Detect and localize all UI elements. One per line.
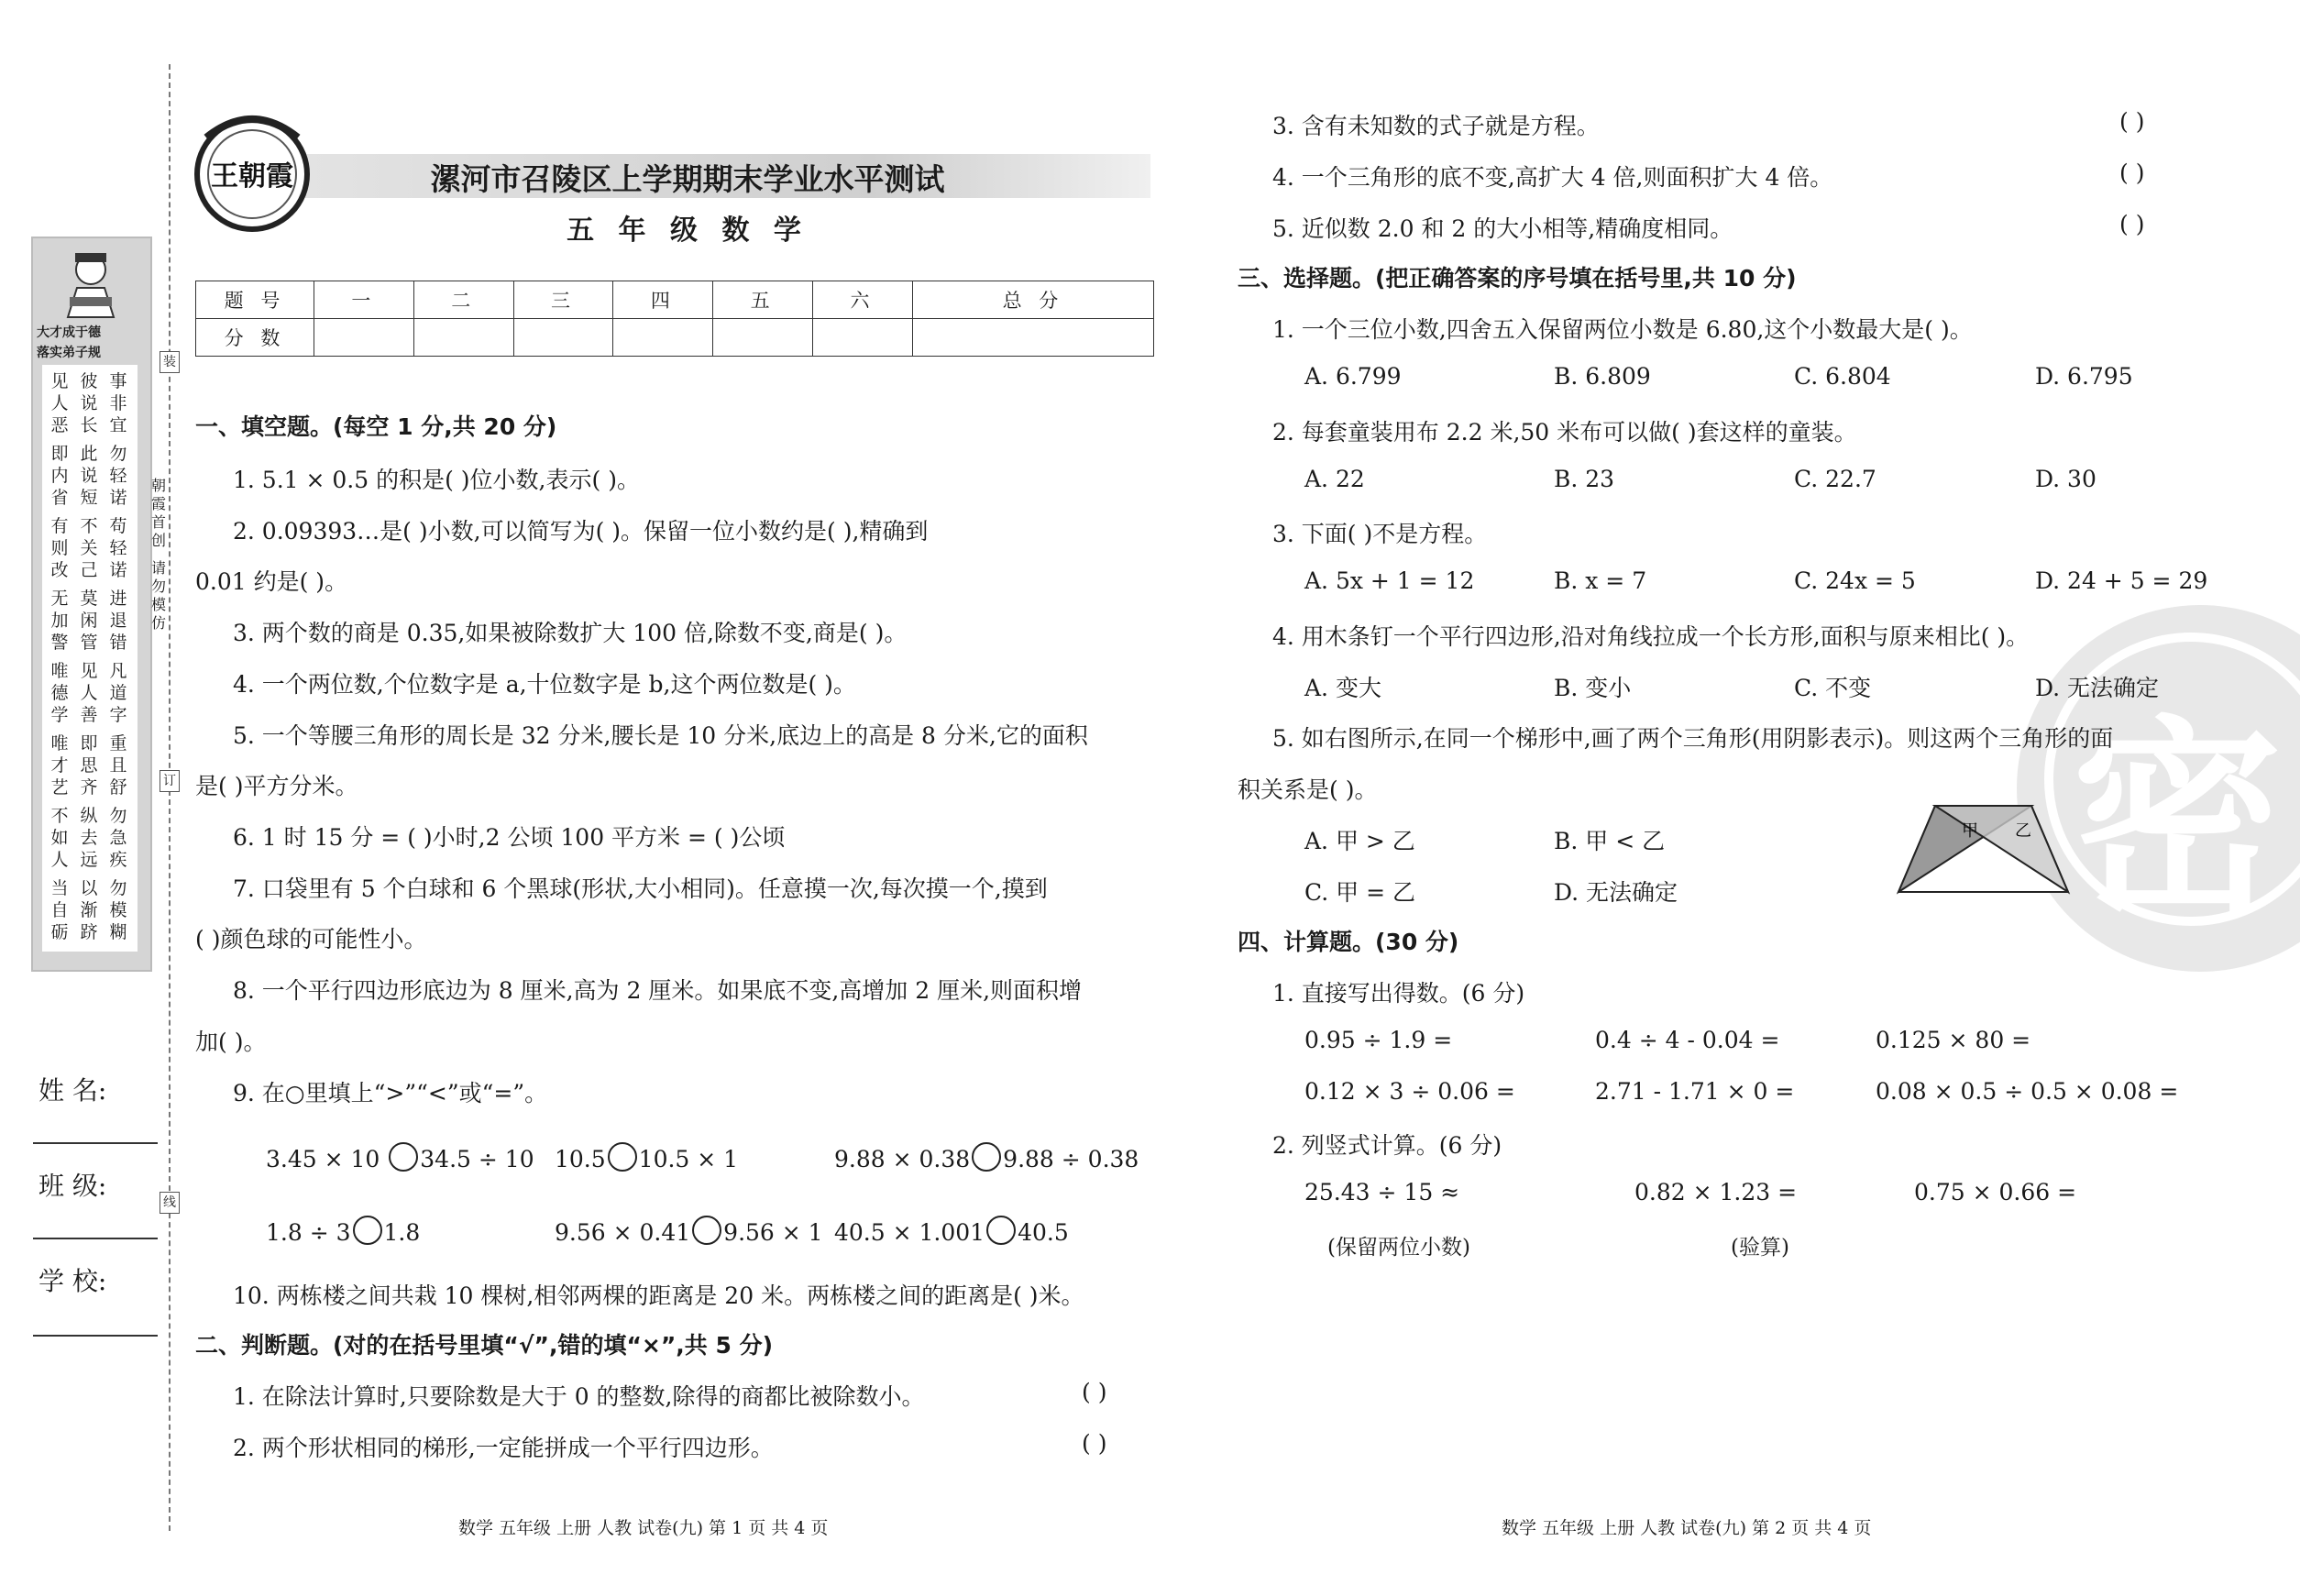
compare-left: 9.56 × 0.41 bbox=[555, 1219, 691, 1246]
s1-q7a: 7. 口袋里有 5 个白球和 6 个黑球(形状,大小相同)。任意摸一次,每次摸一个,摸到 bbox=[233, 875, 1048, 902]
option[interactable]: B. 变小 bbox=[1554, 675, 1632, 701]
s1-q8b: 加( )。 bbox=[195, 1029, 267, 1055]
s1-q4: 4. 一个两位数,个位数字是 a,十位数字是 b,这个两位数是( )。 bbox=[233, 671, 856, 698]
s2-q1: 1. 在除法计算时,只要除数是大于 0 的整数,除得的商都比被除数小。 bbox=[233, 1383, 925, 1410]
vertical-note-1: 朝 霞 首 创 bbox=[150, 477, 166, 549]
motto-column: 见 人 善 bbox=[80, 661, 98, 725]
compare-item bbox=[555, 1142, 738, 1172]
option[interactable]: C. 22.7 bbox=[1794, 466, 1876, 492]
option[interactable]: A. 22 bbox=[1304, 466, 1365, 492]
option[interactable]: B. x = 7 bbox=[1554, 567, 1647, 594]
motto-column: 当 自 砺 bbox=[50, 878, 69, 942]
score-cell: 五 bbox=[713, 281, 813, 319]
motto-column: 唯 才 艺 bbox=[50, 733, 69, 798]
option[interactable]: D. 无法确定 bbox=[2035, 675, 2160, 701]
section2-title: 二、判断题。(对的在括号里填“√”,错的填“×”,共 5 分) bbox=[195, 1332, 773, 1359]
motto-column: 勿 轻 诺 bbox=[109, 444, 127, 508]
s2-q2: 2. 两个形状相同的梯形,一定能拼成一个平行四边形。 bbox=[233, 1435, 774, 1461]
s1-q8a: 8. 一个平行四边形底边为 8 厘米,高为 2 厘米。如果底不变,高增加 2 厘米,则面积增 bbox=[233, 977, 1083, 1004]
s3-q5b: 积关系是( )。 bbox=[1238, 776, 1378, 803]
score-cell: 四 bbox=[613, 281, 713, 319]
score-input[interactable] bbox=[713, 319, 813, 357]
compare-circle[interactable] bbox=[692, 1216, 721, 1245]
score-cell: 分 数 bbox=[196, 319, 314, 357]
compare-item bbox=[834, 1142, 1139, 1172]
calc-item: 0.82 × 1.23 = bbox=[1634, 1179, 1798, 1205]
compare-left: 3.45 × 10 bbox=[266, 1146, 380, 1172]
motto-column: 进 退 错 bbox=[109, 589, 127, 653]
score-cell: 六 bbox=[813, 281, 913, 319]
logo-text: 王朝霞 bbox=[211, 160, 293, 193]
compare-left: 9.88 × 0.38 bbox=[834, 1146, 971, 1172]
compare-left: 10.5 bbox=[555, 1146, 606, 1172]
s4-p2: 2. 列竖式计算。(6 分) bbox=[1272, 1132, 1502, 1159]
motto-column: 重 且 舒 bbox=[109, 733, 127, 798]
score-cell: 一 bbox=[314, 281, 414, 319]
option[interactable]: C. 不变 bbox=[1794, 675, 1872, 701]
s1-q10: 10. 两栋楼之间共栽 10 棵树,相邻两棵的距离是 20 米。两栋楼之间的距离是( )米。 bbox=[233, 1282, 1084, 1309]
answer-paren[interactable]: ( ) bbox=[2119, 108, 2145, 135]
option[interactable]: C. 6.804 bbox=[1794, 363, 1891, 390]
compare-item bbox=[555, 1216, 823, 1246]
calc-item: 0.4 ÷ 4 - 0.04 = bbox=[1595, 1027, 1780, 1053]
option[interactable]: D. 6.795 bbox=[2035, 363, 2133, 390]
s3-q1: 1. 一个三位小数,四舍五入保留两位小数是 6.80,这个小数最大是( )。 bbox=[1272, 316, 1973, 343]
option[interactable]: B. 23 bbox=[1554, 466, 1615, 492]
class-line[interactable] bbox=[33, 1238, 158, 1239]
option[interactable]: A. 变大 bbox=[1304, 675, 1381, 701]
s1-q9: 9. 在○里填上“>”“<”或“=”。 bbox=[233, 1080, 548, 1106]
option[interactable]: B. 甲 < 乙 bbox=[1554, 828, 1666, 854]
option[interactable]: D. 无法确定 bbox=[1554, 879, 1678, 906]
compare-circle[interactable] bbox=[389, 1142, 418, 1172]
compare-right: 9.88 ÷ 0.38 bbox=[1003, 1146, 1139, 1172]
compare-circle[interactable] bbox=[986, 1216, 1016, 1245]
label-jia: 甲 bbox=[1962, 821, 1978, 841]
motto-text-area bbox=[42, 365, 138, 952]
compare-right: 40.5 bbox=[1018, 1219, 1069, 1246]
compare-right: 34.5 ÷ 10 bbox=[420, 1146, 534, 1172]
compare-right: 1.8 bbox=[383, 1219, 421, 1246]
motto-column: 事 非 宜 bbox=[109, 371, 127, 435]
motto-column: 苟 轻 诺 bbox=[109, 516, 127, 580]
option[interactable]: D. 24 + 5 = 29 bbox=[2035, 567, 2208, 594]
score-input[interactable] bbox=[613, 319, 713, 357]
option[interactable]: A. 甲 > 乙 bbox=[1304, 828, 1415, 854]
binding-seal-2: 订 bbox=[160, 770, 180, 792]
binding-seal-3: 线 bbox=[160, 1192, 180, 1214]
motto-column: 即 内 省 bbox=[50, 444, 69, 508]
compare-circle[interactable] bbox=[972, 1142, 1001, 1172]
s1-q5b: 是( )平方分米。 bbox=[195, 773, 358, 799]
motto-column: 纵 去 远 bbox=[80, 806, 98, 870]
score-table bbox=[195, 281, 1154, 357]
s4-p1: 1. 直接写出得数。(6 分) bbox=[1272, 980, 1525, 1007]
s1-q5a: 5. 一个等腰三角形的周长是 32 分米,腰长是 10 分米,底边上的高是 8 分米,它的面积 bbox=[233, 722, 1088, 749]
class-label: 班 级: bbox=[39, 1171, 107, 1201]
calc-item: 25.43 ÷ 15 ≈ bbox=[1304, 1179, 1460, 1205]
score-input[interactable] bbox=[513, 319, 613, 357]
calc-item: 0.12 × 3 ÷ 0.06 = bbox=[1304, 1078, 1515, 1105]
binding-line bbox=[169, 64, 171, 1531]
s1-q7b: ( )颜色球的可能性小。 bbox=[195, 926, 427, 952]
compare-circle[interactable] bbox=[353, 1216, 382, 1245]
vertical-note-2: 请 勿 模 仿 bbox=[150, 559, 166, 632]
score-cell: 三 bbox=[513, 281, 613, 319]
s1-q6: 6. 1 时 15 分 = ( )小时,2 公顷 100 平方米 = ( )公顷 bbox=[233, 824, 786, 851]
calc-note: (验算) bbox=[1731, 1236, 1789, 1260]
calc-item: 0.125 × 80 = bbox=[1876, 1027, 2031, 1053]
compare-item bbox=[266, 1142, 534, 1172]
answer-paren[interactable]: ( ) bbox=[2119, 211, 2145, 237]
option[interactable]: D. 30 bbox=[2035, 466, 2096, 492]
motto-column: 唯 德 学 bbox=[50, 661, 69, 725]
compare-circle[interactable] bbox=[608, 1142, 637, 1172]
motto-bottom: 落实弟子规 bbox=[37, 346, 101, 360]
score-input[interactable] bbox=[314, 319, 414, 357]
score-input[interactable] bbox=[813, 319, 913, 357]
student-figure-icon bbox=[59, 246, 123, 319]
section3-title: 三、选择题。(把正确答案的序号填在括号里,共 10 分) bbox=[1238, 265, 1797, 292]
compare-item bbox=[834, 1216, 1069, 1246]
motto-column: 以 渐 跻 bbox=[80, 878, 98, 942]
compare-item bbox=[266, 1216, 420, 1246]
section4-title: 四、计算题。(30 分) bbox=[1238, 929, 1459, 955]
motto-column: 勿 模 糊 bbox=[109, 878, 127, 942]
watermark-seal bbox=[2017, 605, 2300, 972]
score-cell: 题 号 bbox=[196, 281, 314, 319]
motto-column: 即 思 齐 bbox=[80, 733, 98, 798]
label-yi: 乙 bbox=[2015, 821, 2031, 841]
motto-column: 不 关 己 bbox=[80, 516, 98, 580]
motto-column: 无 加 警 bbox=[50, 589, 69, 653]
s2-q4: 4. 一个三角形的底不变,高扩大 4 倍,则面积扩大 4 倍。 bbox=[1272, 164, 1833, 191]
school-line[interactable] bbox=[33, 1335, 158, 1337]
answer-paren[interactable]: ( ) bbox=[2119, 160, 2145, 186]
score-cell: 总 分 bbox=[912, 281, 1153, 319]
binding-seal-1: 装 bbox=[160, 351, 180, 373]
s3-q3: 3. 下面( )不是方程。 bbox=[1272, 521, 1488, 547]
calc-item: 0.08 × 0.5 ÷ 0.5 × 0.08 = bbox=[1876, 1078, 2179, 1105]
page-title: 漯河市召陵区上学期期末学业水平测试 bbox=[430, 161, 945, 197]
trapezoid-figure bbox=[1896, 803, 2072, 895]
s3-q2: 2. 每套童装用布 2.2 米,50 米布可以做( )套这样的童装。 bbox=[1272, 419, 1857, 446]
compare-right: 9.56 × 1 bbox=[723, 1219, 823, 1246]
compare-left: 40.5 × 1.001 bbox=[834, 1219, 985, 1246]
motto-column: 凡 道 字 bbox=[109, 661, 127, 725]
answer-paren[interactable]: ( ) bbox=[1082, 1430, 1107, 1457]
motto-column: 不 如 人 bbox=[50, 806, 69, 870]
score-cell: 二 bbox=[413, 281, 513, 319]
option[interactable]: C. 24x = 5 bbox=[1794, 567, 1916, 594]
section1-title: 一、填空题。(每空 1 分,共 20 分) bbox=[195, 413, 557, 440]
watermark-char: 密 bbox=[2072, 699, 2283, 944]
s1-q1: 1. 5.1 × 0.5 的积是( )位小数,表示( )。 bbox=[233, 467, 640, 493]
motto-column: 有 则 改 bbox=[50, 516, 69, 580]
option[interactable]: A. 6.799 bbox=[1304, 363, 1402, 390]
option[interactable]: A. 5x + 1 = 12 bbox=[1304, 567, 1475, 594]
name-label: 姓 名: bbox=[39, 1075, 107, 1106]
score-value-row bbox=[196, 319, 1154, 357]
motto-column: 此 说 短 bbox=[80, 444, 98, 508]
motto-column: 勿 急 疾 bbox=[109, 806, 127, 870]
s3-q5a: 5. 如右图所示,在同一个梯形中,画了两个三角形(用阴影表示)。则这两个三角形的面 bbox=[1272, 725, 2114, 752]
page-subtitle: 五 年 级 数 学 bbox=[567, 215, 809, 247]
option[interactable]: C. 甲 = 乙 bbox=[1304, 879, 1415, 906]
motto-column: 莫 闲 管 bbox=[80, 589, 98, 653]
footer-left: 数学 五年级 上册 人教 试卷(九) 第 1 页 共 4 页 bbox=[458, 1518, 829, 1538]
score-header-row bbox=[196, 281, 1154, 319]
footer-right: 数学 五年级 上册 人教 试卷(九) 第 2 页 共 4 页 bbox=[1502, 1518, 1872, 1538]
s2-q5: 5. 近似数 2.0 和 2 的大小相等,精确度相同。 bbox=[1272, 215, 1733, 242]
calc-item: 2.71 - 1.71 × 0 = bbox=[1595, 1078, 1795, 1105]
school-label: 学 校: bbox=[39, 1266, 107, 1296]
option[interactable]: B. 6.809 bbox=[1554, 363, 1651, 390]
s2-q3: 3. 含有未知数的式子就是方程。 bbox=[1272, 113, 1600, 139]
s1-q2a: 2. 0.09393…是( )小数,可以简写为( )。保留一位小数约是( ),精确到 bbox=[233, 518, 929, 545]
name-line[interactable] bbox=[33, 1142, 158, 1144]
calc-item: 0.95 ÷ 1.9 = bbox=[1304, 1027, 1453, 1053]
answer-paren[interactable]: ( ) bbox=[1082, 1379, 1107, 1405]
compare-right: 10.5 × 1 bbox=[638, 1146, 739, 1172]
s1-q3: 3. 两个数的商是 0.35,如果被除数扩大 100 倍,除数不变,商是( )。 bbox=[233, 620, 908, 646]
s1-q2b: 0.01 约是( )。 bbox=[195, 568, 348, 595]
score-input[interactable] bbox=[413, 319, 513, 357]
compare-left: 1.8 ÷ 3 bbox=[266, 1219, 351, 1246]
calc-note: (保留两位小数) bbox=[1327, 1236, 1470, 1260]
calc-item: 0.75 × 0.66 = bbox=[1914, 1179, 2077, 1205]
motto-column: 彼 说 长 bbox=[80, 371, 98, 435]
motto-panel bbox=[31, 237, 152, 972]
motto-column: 见 人 恶 bbox=[50, 371, 69, 435]
s3-q4: 4. 用木条钉一个平行四边形,沿对角线拉成一个长方形,面积与原来相比( )。 bbox=[1272, 623, 2030, 650]
motto-top: 大才成于德 bbox=[37, 325, 101, 340]
score-input[interactable] bbox=[912, 319, 1153, 357]
